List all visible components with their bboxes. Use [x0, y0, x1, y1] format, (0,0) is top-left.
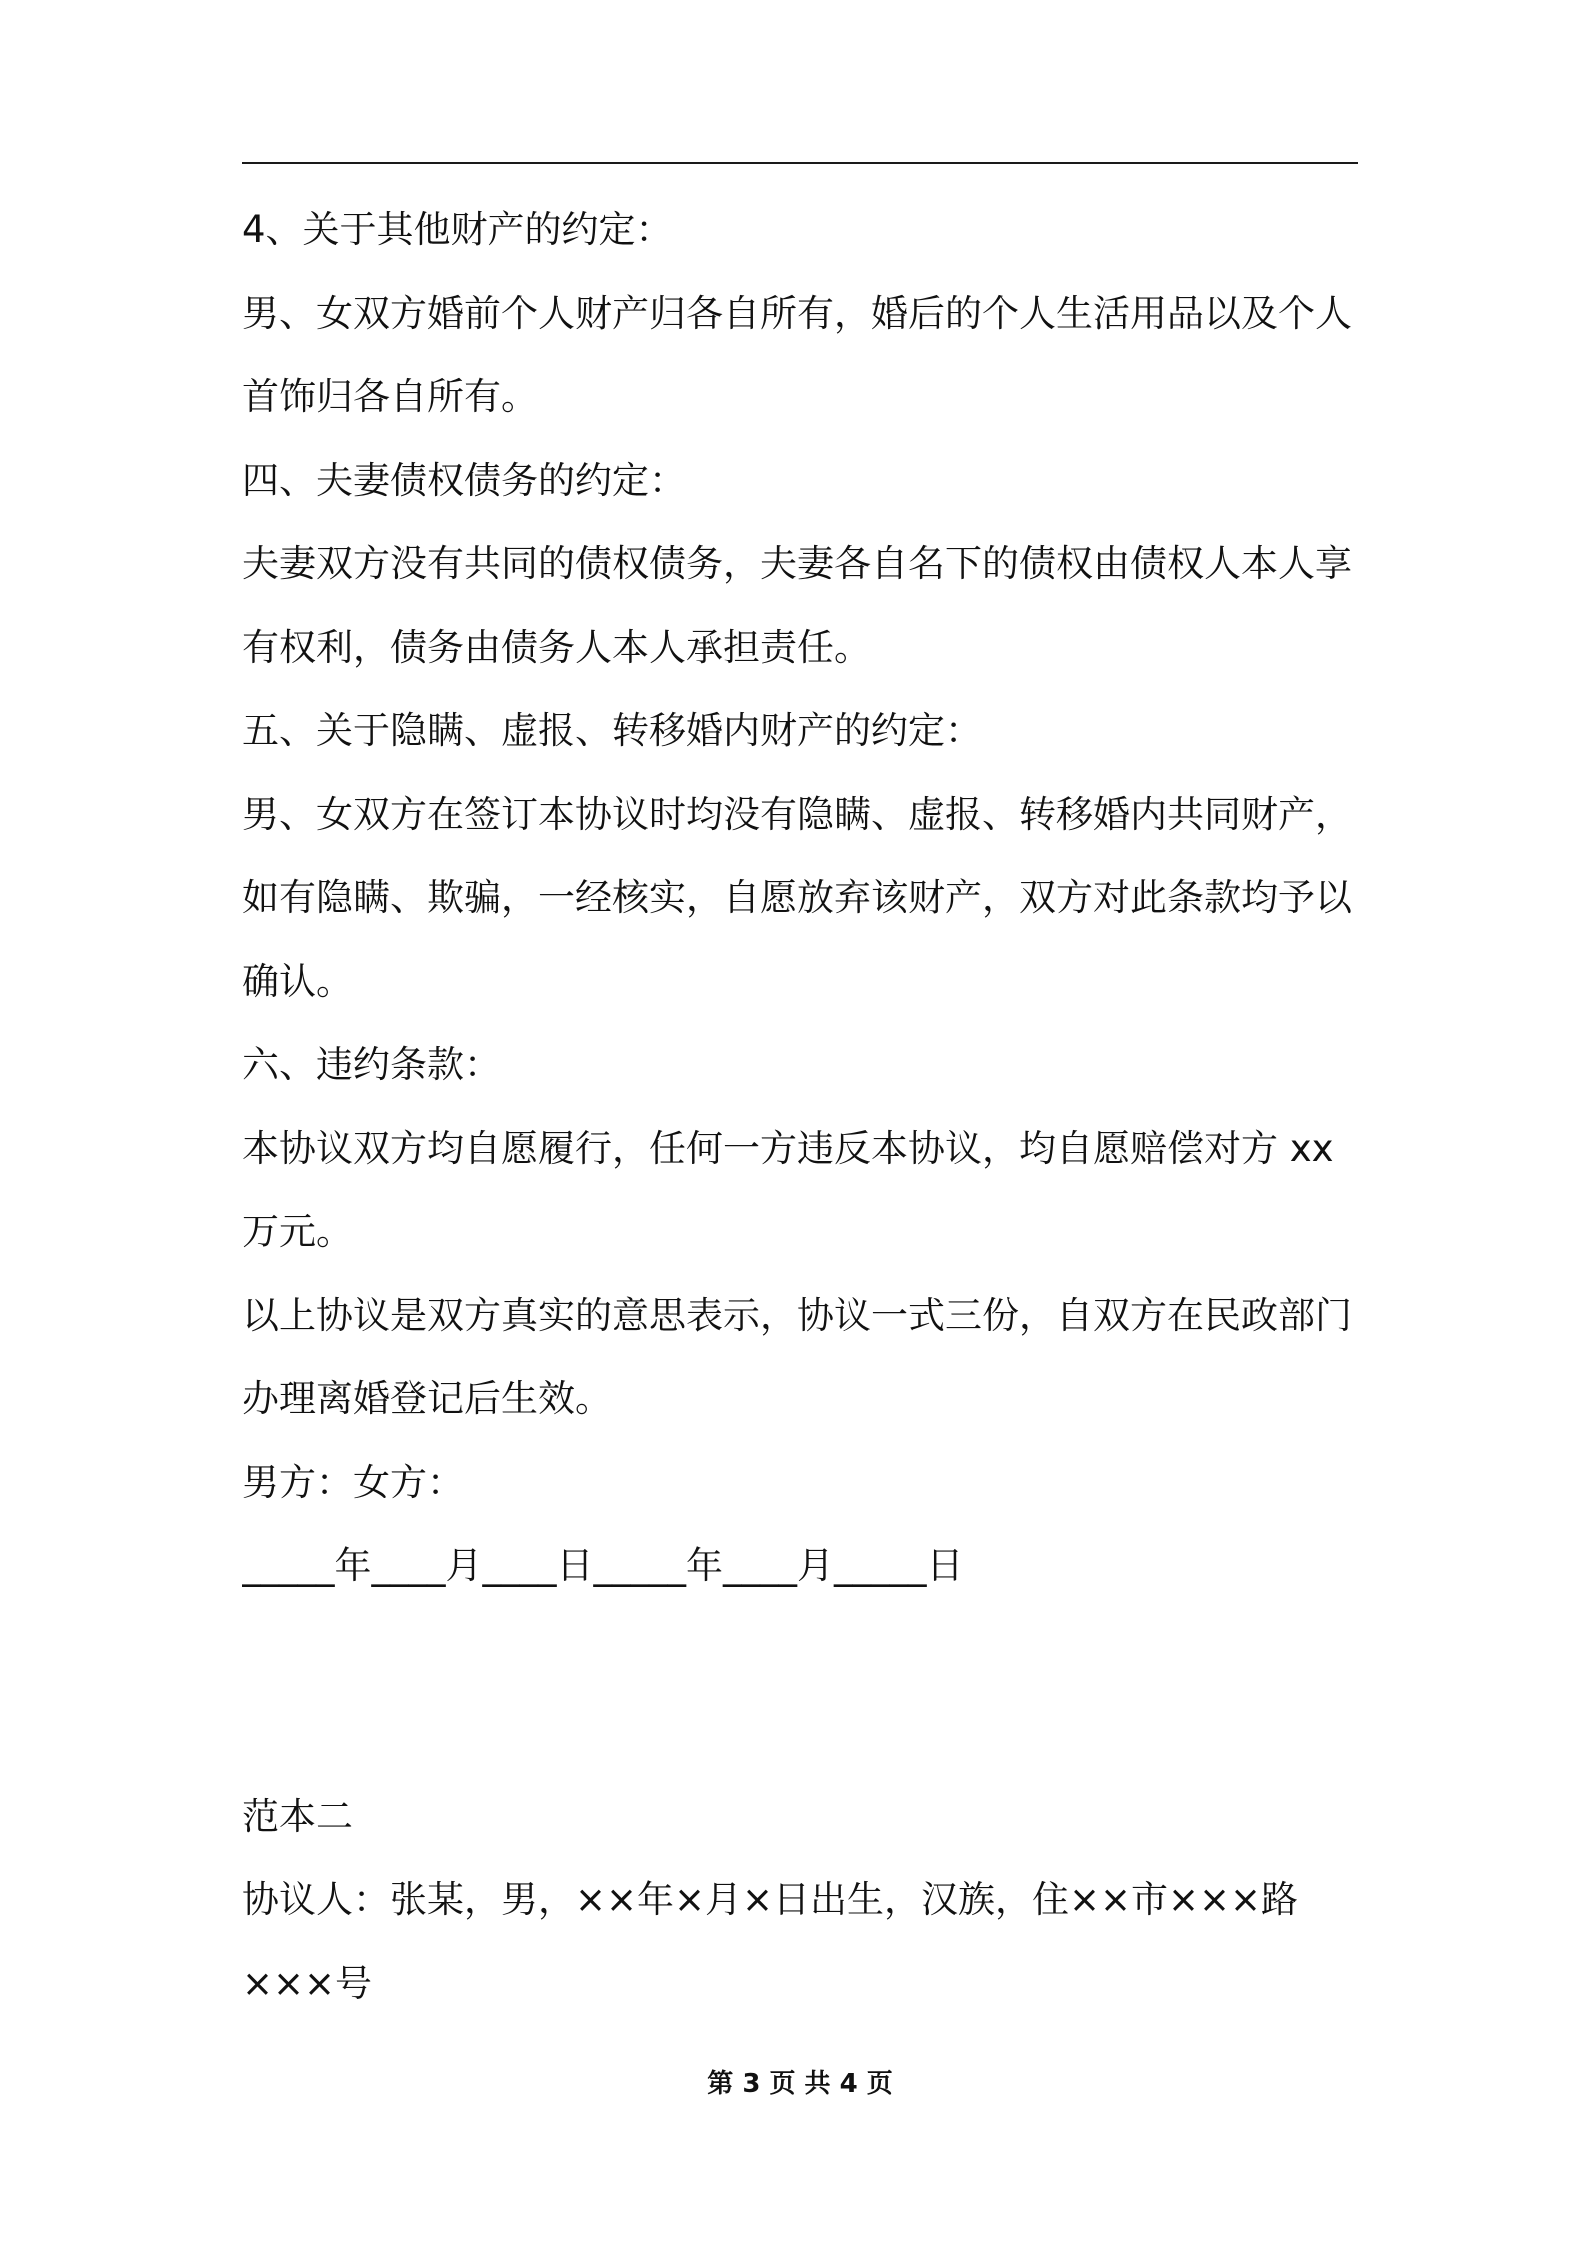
paragraph-line: ×××号 [242, 1961, 373, 2005]
section-heading: 五、关于隐瞒、虚报、转移婚内财产的约定： [242, 709, 982, 752]
paragraph-line: 有权利，债务由债务人本人承担责任。 [242, 625, 871, 669]
paragraph-line: 万元。 [242, 1210, 353, 1253]
paragraph-line: 协议人：张某，男，××年×月×日出生，汉族，住××市×××路 [242, 1878, 1299, 1921]
document-body [242, 188, 1358, 2025]
blank-line [242, 1691, 1358, 1775]
section-heading: 四、夫妻债权债务的约定： [242, 458, 686, 502]
signature-parties: 男方：女方： [242, 1460, 464, 1504]
blank-line [242, 1608, 1358, 1692]
paragraph-line: 夫妻双方没有共同的债权债务，夫妻各自名下的债权由债权人本人享 [242, 542, 1352, 585]
page-indicator: 第 3 页 共 4 页 [707, 2069, 893, 2099]
closing-line: 以上协议是双方真实的意思表示，协议一式三份，自双方在民政部门 [242, 1293, 1352, 1337]
section-heading: 4、关于其他财产的约定： [242, 208, 673, 251]
paragraph-line: 如有隐瞒、欺骗，一经核实，自愿放弃该财产，双方对此条款均予以 [242, 876, 1352, 919]
section-heading: 六、违约条款： [242, 1043, 501, 1086]
paragraph-line: 男、女双方婚前个人财产归各自所有，婚后的个人生活用品以及个人 [242, 291, 1352, 335]
paragraph-line: 本协议双方均自愿履行，任何一方违反本协议，均自愿赔偿对方 xx [242, 1126, 1334, 1170]
closing-line: 办理离婚登记后生效。 [242, 1377, 612, 1420]
signature-date-line: _____年____月____日_____年____月_____日 [242, 1544, 964, 1587]
header-rule [242, 162, 1358, 164]
paragraph-line: 男、女双方在签订本协议时均没有隐瞒、虚报、转移婚内共同财产， [242, 792, 1352, 836]
paragraph-line: 确认。 [242, 959, 353, 1003]
template-title: 范本二 [242, 1794, 353, 1838]
paragraph-line: 首饰归各自所有。 [242, 375, 538, 418]
